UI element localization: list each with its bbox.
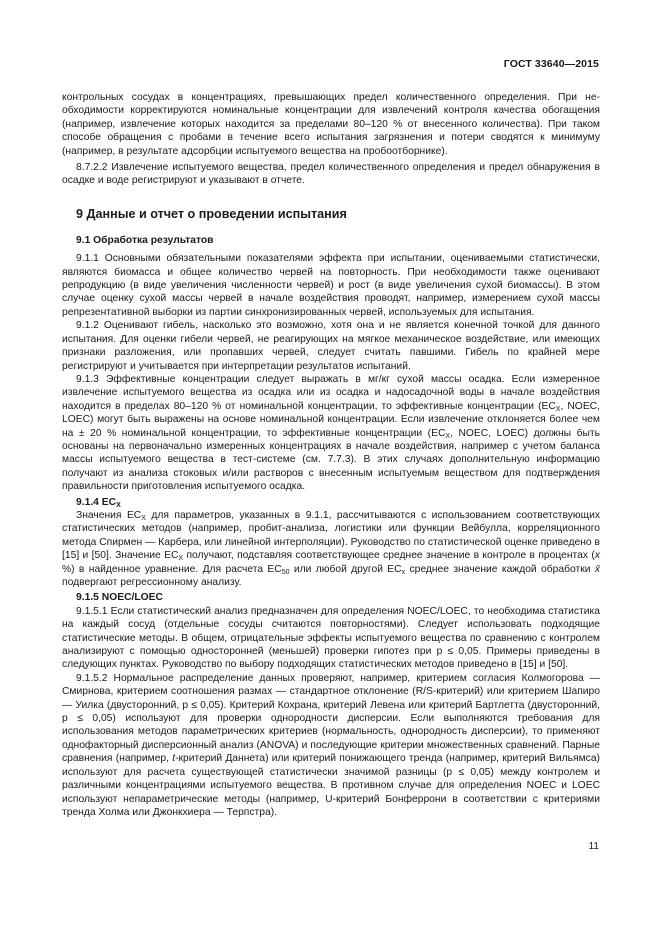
text-segment: , NOEC, LOEC) должны быть основаны на первоначально измеренных концентрациях в начале воздействия, например с учетом баланса массы испытуемого вещества в тест-системе (см. 7.7.3). В этих случаях дополнительную информацию получают из анализа стоковых и/или растворов с внесенным испытуемым веществом для подтверждения правильности приготовления испытуемого осадка. — [62, 427, 600, 493]
text-segment: , NOEC, LOEC) могут быть выражены на основе номинальной концентрации. Если извлечение отклоняется более чем на ± 20 % номинальной концентрации, то эффективные концентрации (EC — [62, 400, 600, 439]
subscript: X — [555, 405, 561, 413]
subscript: x — [401, 568, 406, 576]
subscript: X — [445, 432, 451, 440]
section-9-1-5-heading: 9.1.5 NOEC/LOEC — [76, 592, 163, 604]
paragraph-9-1-4 — [62, 509, 600, 589]
document-header-id: ГОСТ 33640—2015 — [503, 58, 599, 70]
italic-variable: x̄ — [594, 563, 600, 575]
page-number: 11 — [588, 841, 599, 852]
paragraph-9-1-2: 9.1.2 Оценивают гибель, насколько это возможно, хотя она и не является конечной точкой для данного испытания. Для оценки гибели червей, не реагирующих на мягкое механическое воздействие, или имеющих признаки разложения, или пропавших червей, следует считать павшими. Гибель по крайней мере регистрируют и учитывается при интерпретации результатов испытаний. — [62, 320, 600, 372]
section-9-1-heading: 9.1 Обработка результатов — [76, 234, 214, 246]
text-segment: Значения EC — [76, 509, 142, 521]
subscript: 50 — [281, 568, 290, 576]
heading-text: 9.1.4 EC — [76, 496, 117, 508]
paragraph-9-1-5-1: 9.1.5.1 Если статистический анализ предназначен для определения NOEC/LOEC, то необходима статистика на каждый сосуд (отдельные сосуды считаются повторностями). Следует использовать подходящие статистические методы. В общем, отрицательные эффекты испытуемого вещества по сравнению с контролем анализируют с помощью односторонней (меньшей) проверки гипотез при p ≤ 0,05. Примеры приведены в следующих пунктах. Руководство по выбору подходящих статистических методов приведено в [15] и [50]. — [62, 605, 600, 671]
section-9-1-4-heading — [62, 496, 600, 509]
text-segment: %) в найденное уравнение. Для расчета EC — [62, 563, 282, 575]
text-segment: получают, подставляя соответствующее среднее значение в контроле в процентах ( — [183, 550, 595, 562]
italic-variable: t — [172, 753, 176, 765]
italic-variable: x — [594, 550, 600, 562]
paragraph-9-1-5-2 — [62, 672, 600, 819]
text-segment: 9.1.3 Эффективные концентрации следует выражать в мг/кг сухой массы осадка. Если измеренное извлечение испытуемого вещества из осадка или из осадка и надосадочной воды в начале воздействия находится в пределах 80–120 % от номинальной концентрации, то эффективные концентрации (EC — [62, 373, 600, 412]
paragraph-8-7-2-2: 8.7.2.2 Извлечение испытуемого вещества, предел количественного определения и предел обнаружения в осадке и воде регистрируют и указывают в отчете. — [62, 162, 600, 187]
text-segment: среднее значение каждой обработки — [405, 563, 595, 575]
text-segment: для параметров, указанных в 9.1.1, рассчитываются с использованием соответствующих статистических методов (например, пробит-анализа, логистики или функции Вейбулла, корреляционного метода Спирмен — Карбера, или линейной интерполяции). Руководство по статистической оценке приведено в [15] и [50]. Значение EC — [62, 509, 600, 562]
text-segment: 9.1.5.2 Нормальное распределение данных проверяют, например, критерием согласия Колмогорова — Смирнова, критерием соотношения размах — стандартное отклонение (R/S-критерий) или критерием Шапиро — Уилка (двусторонний, p ≤ 0,05). Критерий Кохрана, критерий Левена или критерий Бартлетта (двусторонний, p ≤ 0,05) используют для проверки однородности дисперсии. Если выполняются требования для использования методов параметрических критериев (нормальность, однородность дисперсии), то применяют однофакторный дисперсионный анализ (ANOVA) и последующие критерии множественных сравнений. Парные сравнения (например, — [62, 672, 600, 765]
subscript: X — [141, 514, 146, 522]
paragraph-9-1-3 — [62, 373, 600, 494]
paragraph-9-1-1: 9.1.1 Основными обязательными показателями эффекта при испытании, оцениваемыми статистически, являются биомасса и общее количество червей на повторность. При необходимости также оценивают репродукцию (в виде увеличения численности червей) и рост (в виде увеличения сухой биомассы). В этом случае оценку сухой массы червей в начале воздействия проводят, например, измерением сухой массы репрезентативной выборки из партии синхронизированных червей, используемых для испытания. — [62, 253, 600, 318]
subscript: X — [116, 501, 121, 509]
text-segment: -критерий Даннета) или критерий понижающего тренда (например, критерий Вильямса) используют для расчета существующей статистически значимой разницы (p ≤ 0,05) между контролем и различными концентрациями испытуемого вещества. В противном случае для определения NOEC и LOEC используют непараметрические методы (например, U-критерий Бонферрони в соответствии с критериями тренда Холма или Джонкхиера — Терпстра). — [62, 753, 600, 818]
text-segment: подвергают регрессионному анализу. — [62, 577, 242, 588]
text-segment: или любой другой EC — [289, 563, 402, 575]
document-body — [62, 91, 600, 819]
paragraph-continuation: контрольных сосудах в концентрациях, превышающих предел количественного определения. При необходимости корректируются номинальные концентрации для извлечений контроля качества обогащения (например, извлечение которых находится за пределами 80–120 % от внесенного количества). При таком способе обращения с пробами в течение всего испытания загрязнения и потери сводятся к минимуму (например, в результате адсорбции испытуемого вещества на пробоотборнике). — [62, 92, 600, 157]
section-9-heading: 9 Данные и отчет о проведении испытания — [76, 206, 347, 221]
subscript: X — [178, 555, 184, 563]
